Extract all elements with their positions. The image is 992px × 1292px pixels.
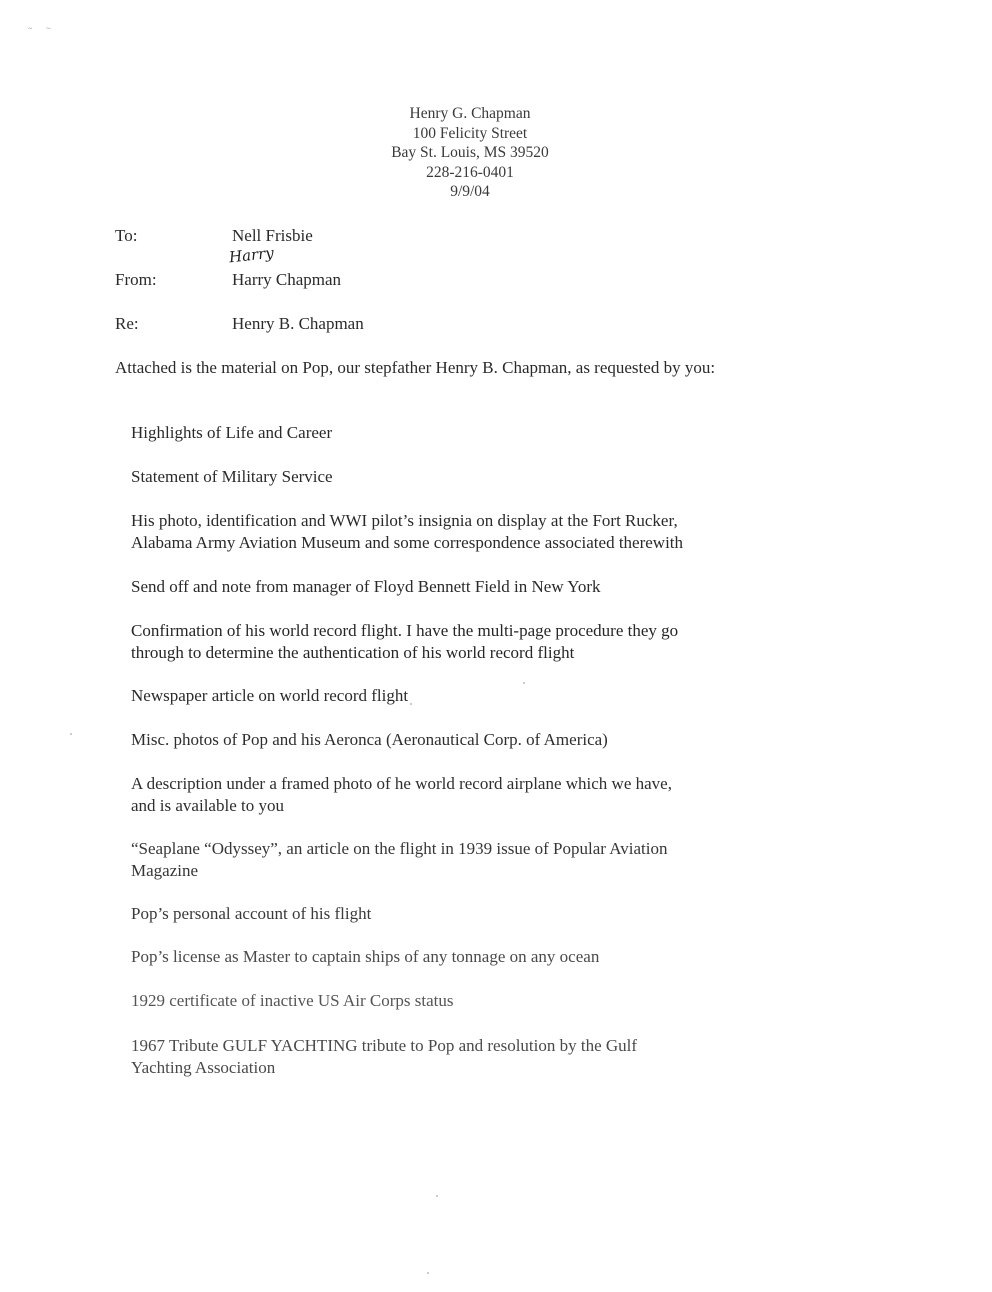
scan-speck	[523, 682, 525, 684]
attachment-item-line: Confirmation of his world record flight. I have the multi-page procedure they go	[131, 621, 679, 640]
attachment-item-line: Yachting Association	[131, 1058, 276, 1077]
scan-speck	[427, 1272, 429, 1274]
attachment-item-line: Highlights of Life and Career	[131, 423, 333, 442]
handwritten-signature: Harry	[228, 243, 275, 267]
attachment-item	[131, 946, 851, 968]
letter-date: 9/9/04	[450, 183, 490, 201]
attachment-item	[131, 422, 851, 444]
attachment-item-line: Pop’s license as Master to captain ships of any tonnage on any ocean	[131, 947, 600, 966]
attachment-item-line: Alabama Army Aviation Museum and some correspondence associated therewith	[131, 533, 684, 552]
attachment-item	[131, 773, 851, 817]
attachment-item-line: Magazine	[131, 861, 199, 880]
attachment-item	[131, 990, 851, 1012]
sender-phone: 228-216-0401	[426, 163, 514, 181]
attachment-item-line: Newspaper article on world record flight	[131, 686, 409, 705]
attachment-item-line: Pop’s personal account of his flight	[131, 904, 372, 923]
attachment-item-line: and is available to you	[131, 796, 284, 815]
corner-scan-marks: ~ ~	[28, 24, 57, 33]
re-label: Re:	[115, 314, 139, 333]
attachment-item-line: through to determine the authentication of his world record flight	[131, 643, 575, 662]
attachment-item-line: Send off and note from manager of Floyd Bennett Field in New York	[131, 577, 601, 596]
scan-speck	[436, 1195, 438, 1197]
from-label: From:	[115, 270, 157, 289]
attachment-item	[131, 576, 851, 598]
sender-city: Bay St. Louis, MS 39520	[391, 144, 549, 162]
scan-speck	[70, 733, 72, 735]
attachment-item-line: 1929 certificate of inactive US Air Corps status	[131, 991, 454, 1010]
letterhead	[320, 104, 620, 202]
attachment-item	[131, 510, 851, 554]
scan-speck	[410, 703, 412, 705]
attachment-item-line: His photo, identification and WWI pilot’s insignia on display at the Fort Rucker,	[131, 511, 678, 530]
re-value: Henry B. Chapman	[232, 314, 364, 333]
attachment-item-line: Statement of Military Service	[131, 467, 333, 486]
attachment-item-line: “Seaplane “Odyssey”, an article on the flight in 1939 issue of Popular Aviation	[131, 839, 668, 858]
attachment-item	[131, 1035, 851, 1079]
attachment-item	[131, 729, 851, 751]
to-value: Nell Frisbie	[232, 226, 313, 245]
attachment-item	[131, 685, 851, 707]
sender-name: Henry G. Chapman	[409, 105, 531, 122]
to-label: To:	[115, 226, 138, 245]
sender-street: 100 Felicity Street	[412, 124, 528, 142]
attachment-item	[131, 903, 851, 925]
attachment-item	[131, 620, 851, 664]
attachment-item	[131, 466, 851, 488]
attachment-item-line: 1967 Tribute GULF YACHTING tribute to Pop and resolution by the Gulf	[131, 1036, 638, 1055]
attachment-item-line: Misc. photos of Pop and his Aeronca (Aeronautical Corp. of America)	[131, 730, 608, 749]
attachment-item-line: A description under a framed photo of he world record airplane which we have,	[131, 774, 672, 793]
intro-paragraph: Attached is the material on Pop, our stepfather Henry B. Chapman, as requested by you:	[115, 358, 716, 377]
from-value: Harry Chapman	[232, 270, 342, 289]
attachment-item	[131, 838, 851, 882]
